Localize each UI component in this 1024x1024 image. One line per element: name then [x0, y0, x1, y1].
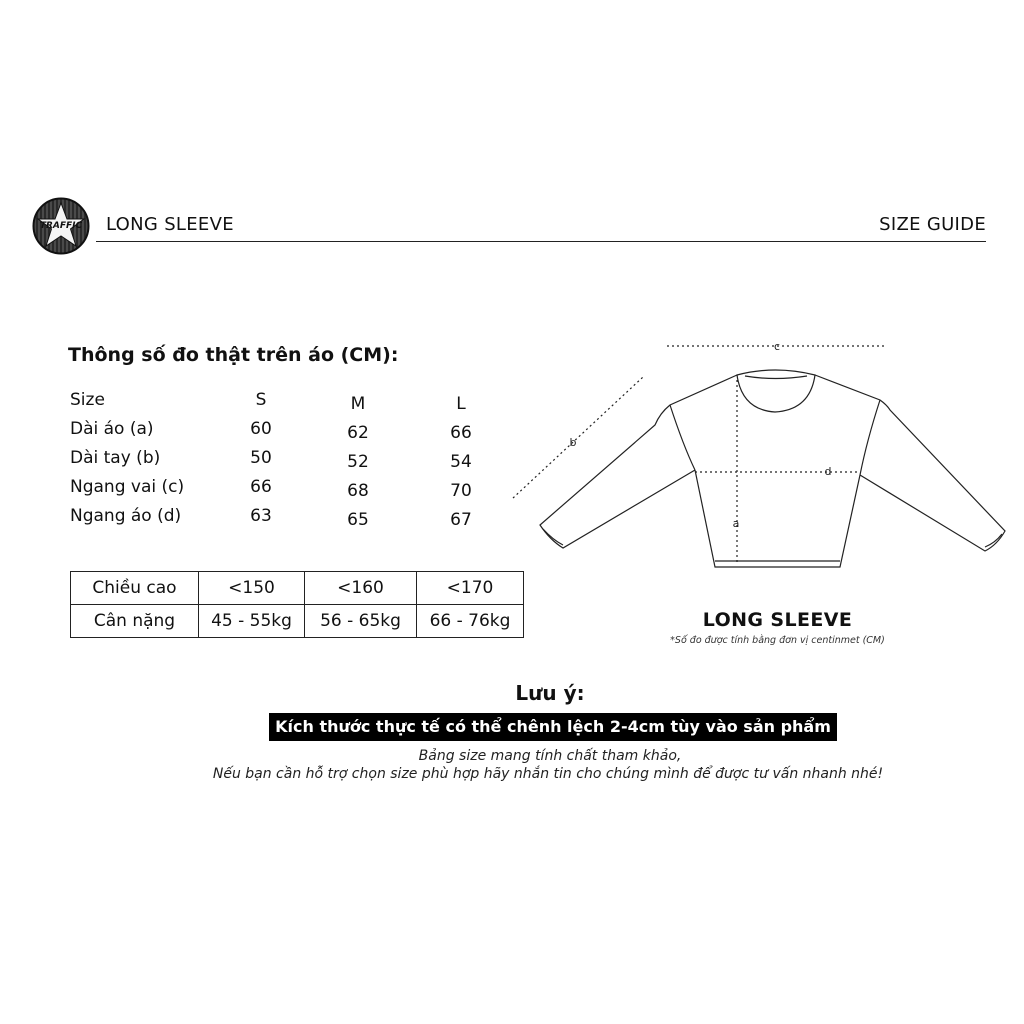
size-header-s: S — [255, 390, 267, 410]
size-header-l: L — [456, 394, 466, 414]
size-guide-label: SIZE GUIDE — [879, 214, 986, 235]
measurement-label: Dài áo (a) — [70, 419, 154, 439]
measurement-row — [70, 419, 490, 445]
note-line-1: Bảng size mang tính chất tham khảo, — [418, 748, 682, 764]
measurement-value: 70 — [450, 481, 472, 501]
measurements-header-row — [70, 390, 490, 416]
measurement-value: 66 — [450, 423, 472, 443]
weight-value: 45 - 55kg — [199, 605, 305, 638]
label-a: a — [732, 517, 740, 530]
measure-lines — [513, 346, 887, 565]
measurement-value: 54 — [450, 452, 472, 472]
measurement-value: 68 — [347, 481, 369, 501]
table-row — [71, 572, 524, 605]
header-divider — [96, 241, 986, 242]
height-weight-table — [70, 571, 524, 638]
measurement-label: Dài tay (b) — [70, 448, 161, 468]
weight-value: 66 - 76kg — [417, 605, 524, 638]
label-c: c — [773, 340, 781, 353]
note-title: Lưu ý: — [515, 681, 585, 705]
label-b: b — [569, 436, 577, 449]
table-row — [71, 605, 524, 638]
shirt-outline — [540, 370, 1005, 567]
svg-text:TRAFFIC: TRAFFIC — [39, 221, 83, 231]
size-header-m: M — [350, 394, 366, 414]
long-sleeve-diagram — [505, 335, 1024, 585]
height-value: <150 — [199, 572, 305, 605]
page-title: LONG SLEEVE — [106, 214, 234, 235]
measurement-row — [70, 448, 490, 474]
brand-logo — [32, 197, 90, 255]
measurement-value: 62 — [347, 423, 369, 443]
diagram-note: *Số đo được tính bằng đơn vị centinmet (CM) — [670, 635, 885, 646]
size-header-label: Size — [70, 390, 105, 410]
star-logo-icon — [32, 197, 90, 255]
label-d: d — [824, 465, 832, 478]
measurement-value: 52 — [347, 452, 369, 472]
measurement-value: 67 — [450, 510, 472, 530]
diagram-title: LONG SLEEVE — [702, 609, 853, 631]
measurement-row — [70, 477, 490, 503]
height-value: <160 — [305, 572, 417, 605]
weight-value: 56 - 65kg — [305, 605, 417, 638]
measurement-label: Ngang áo (d) — [70, 506, 182, 526]
measurement-label: Ngang vai (c) — [70, 477, 185, 497]
measurements-title: Thông số đo thật trên áo (CM): — [68, 344, 399, 366]
note-line-2: Nếu bạn cần hỗ trợ chọn size phù hợp hãy nhắn tin cho chúng mình để được tư vấn nhanh nhé! — [212, 766, 884, 782]
measurement-value: 60 — [250, 419, 272, 439]
height-value: <170 — [417, 572, 524, 605]
measurement-value: 63 — [250, 506, 272, 526]
measurement-row — [70, 506, 490, 532]
weight-label: Cân nặng — [71, 605, 199, 638]
measurement-value: 65 — [347, 510, 369, 530]
measurement-value: 50 — [250, 448, 272, 468]
height-label: Chiều cao — [71, 572, 199, 605]
measurement-value: 66 — [250, 477, 272, 497]
note-highlight: Kích thước thực tế có thể chênh lệch 2-4cm tùy vào sản phẩm — [269, 713, 837, 741]
